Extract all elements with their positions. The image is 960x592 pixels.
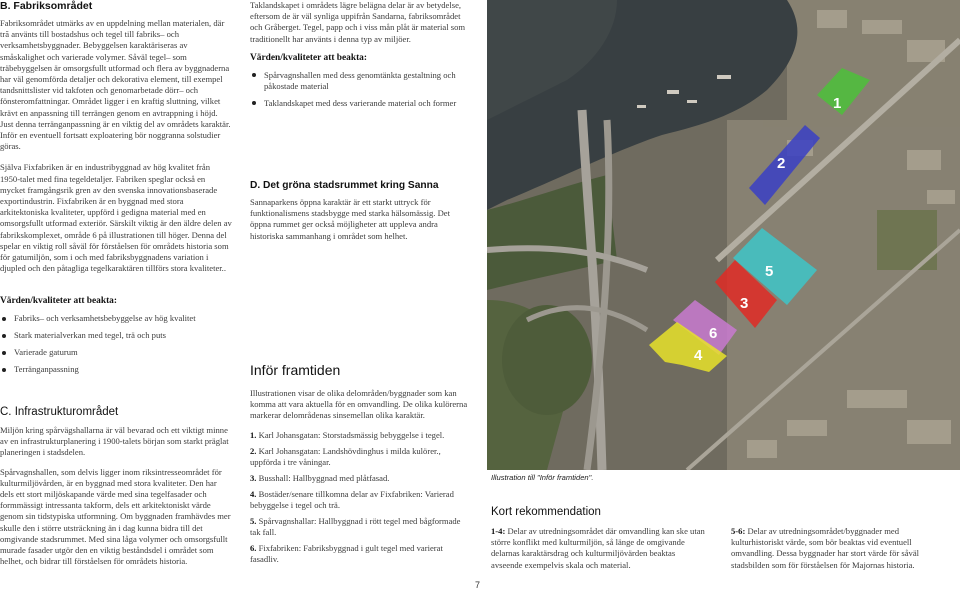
column-left [0, 0, 232, 284]
column-middle [250, 0, 475, 115]
section-d-text: Sannaparkens öppna karaktär är ett starkt uttryck för funktionalismens stadsbygge med starka hälsomässig. Det öppna rummet ger också möjligheter att uppleva andra historiska sammanhang i området som helhet. [250, 197, 451, 241]
section-b-body [0, 18, 232, 274]
section-c-para-2: Spårvagnshallen, som delvis ligger inom riksintresseområdet för kulturmiljövården, är en byggnad med stora kvaliteter. Den har dels ett stort miljöskapande värde med sina tegelfasader och formmässigt intressanta takform, dels ett arkitektoniskt värde genom sin tidstypiska utformning. Om byggnaden framhävdes mer skulle den i större utsträckning än i dag kunna bidra till det omgivande stadsrummet. Med sina låga volymer och omsorgsfullt murade fasader utgör den en viktig beståndsdel i området som helhet, och bidrar till förståelsen för områdets historia. [0, 466, 231, 567]
section-b-values-title: Värden/kvaliteter att beakta: [0, 296, 117, 306]
section-b-para-1: Fabriksområdet utmärks av en uppdelning mellan materialen, där tră använts till bostadshus och tegel till fabriks– och verksamhetsbyggnader. Bebyggelsen karaktäriseras av småskalighet och varierade volymer. Såväl tegel– som träbebyggelsen är omsorgsfullt utformad och flera av byggnaderna har väl genomförda detaljer och dekorativa element, till exempel tandsnittslister vid takfoten och genomarbetade dörr– och fönsteromfattningar. Området ligger i en kraftig sluttning, vilket krävt en anpassning till terrängen genom en avtrappning i höjd. Just denna terränganpassning är en viktig del av områdets karaktär. Inför en eventuell fortsatt exploatering bör noggranna solstudier göras. [0, 18, 231, 152]
list-item: Fabriks– och verksamhetsbebyggelse av hög kvalitet [0, 313, 232, 324]
list-item: Varierade gaturum [0, 347, 232, 358]
list-item: Stark materialverkan med tegel, trä och puts [0, 330, 232, 341]
list-item: 6. Fixfabriken: Fabriksbyggnad i gult tegel med varierat fasadliv. [250, 542, 443, 564]
list-item: 3. Busshall: Hallbyggnad med plåtfasad. [250, 472, 390, 483]
recommendation-title: Kort rekommendation [491, 506, 601, 518]
list-item: Taklandskapet med dess varierande material och former [250, 98, 475, 109]
section-d-title: D. Det gröna stadsrummet kring Sanna [250, 180, 439, 191]
zone-label-5: 5 [765, 263, 774, 280]
zone-label-4: 4 [694, 347, 703, 364]
list-item: 1. Karl Johansgatan: Storstadsmässig bebyggelse i tegel. [250, 429, 445, 440]
future-section [250, 362, 472, 570]
section-b-values [0, 296, 232, 381]
section-c [0, 406, 232, 577]
zone-label-2: 2 [777, 155, 786, 172]
section-c-body [0, 425, 232, 567]
recommendation [491, 506, 951, 571]
list-item: 4. Bostäder/senare tillkomna delar av Fixfabriken: Varierad bebyggelse i tegel och trä. [250, 488, 454, 510]
map-caption: Illustration till "Inför framtiden". [491, 473, 594, 482]
future-intro: Illustrationen visar de olika delområden/byggnader som kan komma att vara aktuella för en omvandling. De olika kulörerna markerar delområdenas sinsemellan olika karaktär. [250, 388, 468, 421]
page-number: 7 [475, 580, 481, 590]
section-d [250, 180, 472, 242]
list-item: Terränganpassning [0, 364, 232, 375]
col2-para-1: Taklandskapet i områdets lägre belägna delar är av betydelse, eftersom de är väl synliga uppifrån Sandarna, fabriksområdet och Gråberget. Tegel, papp och i viss mån plåt är material som traditionellt har använts i denna typ av miljöer. [250, 0, 466, 44]
section-c-title: C. Infrastrukturområdet [0, 406, 119, 418]
future-title: Inför framtiden [250, 362, 341, 378]
zone-label-1: 1 [833, 95, 842, 112]
recommendation-left: 1-4: Delar av utredningsområdet där omvandling kan ske utan större konflikt med kulturmiljön, så länge de omgivande delarnas karaktärsdrag och kulturmiljövärden beaktas avseende exempelvis skala och material. [491, 526, 705, 570]
list-item: 5. Spårvagnshallar: Hallbyggnad i rött tegel med bågformade tak fall. [250, 515, 461, 537]
aerial-photo [487, 0, 960, 470]
section-b-values-list [0, 313, 232, 375]
section-c-para-1: Miljön kring spårvägshallarna är väl bevarad och ett viktigt minne av en infrastrukturplanering i 1900-talets början som starkt präglat planeringen i stadsdelen. [0, 425, 229, 458]
recommendation-right: 5-6: Delar av utredningsområdet/byggnader med kulturhistoriskt värde, som bör beaktas vid eventuell omvandling. Dessa byggnader har stort värde för såväl stadsbilden som för förståelsen för Majornas historia. [731, 526, 920, 570]
zone-label-6: 6 [709, 325, 718, 342]
list-item: 2. Karl Johansgatan: Landshövdinghus i milda kulörer., uppförda i tre våningar. [250, 445, 441, 467]
zone-label-3: 3 [740, 295, 749, 312]
section-b-para-2: Själva Fixfabriken är en industribyggnad av hög kvalitet från 1950-talet med fina tegeldetaljer. Fabriken speglar också en mycket framgångsrik gren av den svenska innovationsbaserade exportindustrin. Fixfabriken är en byggnad med stora arkitektoniska kvaliteter, uppförd i gedigna material med en omsorgsfullt utformad exteriör. Särskilt viktig är den äldre delen av fabrikskomplexet, område 6 på illustrationen till höger. Denna del spelar en viktig roll såväl för förståelsen för områdets historia som för gatumiljön, som i och med fabriksbyggnadens variation i djupled och den påtagliga tegelkaraktären tillförs stora kvaliteter.. [0, 162, 232, 274]
col2-values-list [250, 70, 475, 109]
list-item: Spårvagnshallen med dess genomtänkta gestaltning och påkostade material [250, 70, 475, 92]
col2-values-title: Värden/kvaliteter att beakta: [250, 52, 367, 63]
aerial-map [487, 0, 960, 470]
future-list [250, 430, 472, 565]
section-b-title: B. Fabriksområdet [0, 0, 93, 12]
